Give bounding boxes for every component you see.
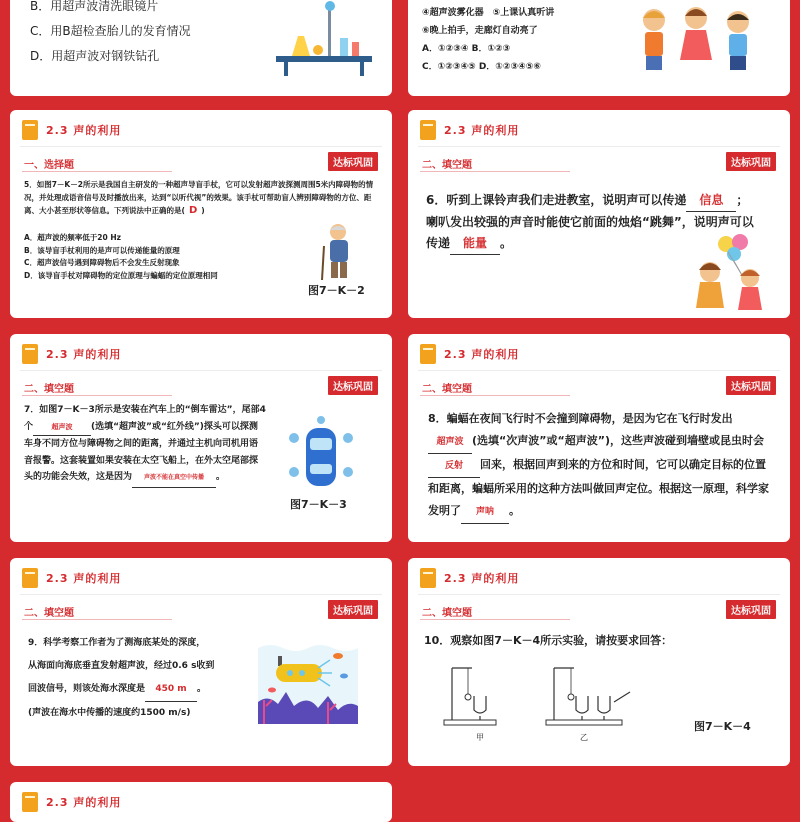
slide-title: 2.3 声的利用 bbox=[444, 572, 520, 585]
q5-option-c: C．超声波信号遇到障碍物后不会发生反射现象 bbox=[24, 258, 180, 267]
label-yi: 乙 bbox=[580, 733, 588, 742]
section-underline bbox=[420, 619, 570, 620]
q9-text: 9．科学考察工作者为了测海底某处的深度， 从海面向海底垂直发射超声波，经过0.6 s收到 回波信号，则该处海水深度是 450 m 。 (声波在海水中传播的速度约1500 m/s) bbox=[28, 638, 215, 718]
slide-title: 2.3 声的利用 bbox=[46, 124, 122, 137]
book-icon bbox=[22, 792, 38, 812]
slide-title: 2.3 声的利用 bbox=[46, 348, 122, 361]
book-icon bbox=[22, 120, 38, 140]
section-title: 二、填空题 bbox=[24, 384, 74, 395]
figure-caption: 图7－K－4 bbox=[694, 720, 751, 733]
status-badge: 达标巩固 bbox=[726, 376, 776, 395]
tr-line2: ⑥晚上拍手，走廊灯自动亮了 bbox=[422, 26, 538, 36]
slide-bottom-left bbox=[10, 782, 392, 822]
slide-title: 2.3 声的利用 bbox=[444, 348, 520, 361]
section-title: 一、选择题 bbox=[24, 160, 74, 171]
submarine-ocean-icon bbox=[258, 630, 358, 724]
section-underline bbox=[22, 395, 172, 396]
figure-caption: 图7－K－3 bbox=[290, 498, 347, 511]
lab-equipment-icon bbox=[268, 0, 378, 78]
book-icon bbox=[420, 344, 436, 364]
section-underline bbox=[22, 619, 172, 620]
tuning-fork-icon bbox=[438, 662, 638, 732]
q7-answer-1: 超声波 bbox=[51, 422, 73, 431]
book-icon bbox=[420, 568, 436, 588]
book-icon bbox=[420, 120, 436, 140]
section-underline bbox=[22, 171, 172, 172]
slide-q5 bbox=[10, 110, 392, 318]
car-radar-icon bbox=[286, 416, 356, 496]
figure-caption: 图7－K－2 bbox=[308, 284, 365, 297]
slide-title: 2.3 声的利用 bbox=[46, 796, 122, 809]
slide-q9 bbox=[10, 558, 392, 766]
divider bbox=[20, 370, 382, 371]
divider bbox=[418, 594, 780, 595]
label-jia: 甲 bbox=[476, 733, 484, 742]
q7-answer-2: 声波不能在真空中传播 bbox=[144, 474, 205, 481]
slide-top-left bbox=[10, 0, 392, 96]
slide-top-right bbox=[408, 0, 790, 96]
q8-answer-2: 反射 bbox=[444, 461, 463, 471]
section-underline bbox=[420, 395, 570, 396]
slide-q7 bbox=[10, 334, 392, 542]
q8-answer-1: 超声波 bbox=[436, 437, 464, 447]
q6-answer-1: 信息 bbox=[699, 193, 724, 207]
status-badge: 达标巩固 bbox=[328, 152, 378, 171]
section-title: 二、填空题 bbox=[422, 384, 472, 395]
q5-option-b: B．该导盲手杖利用的是声可以传递能量的原理 bbox=[24, 245, 180, 255]
q5-option-d: D．该导盲手杖对障碍物的定位原理与蝙蝠的定位原理相同 bbox=[24, 270, 218, 280]
tr-line1: ④超声波雾化器 ⑤上课认真听讲 bbox=[422, 8, 555, 18]
option-c: C．用B超检查胎儿的发育情况 bbox=[30, 24, 191, 38]
divider bbox=[20, 594, 382, 595]
section-title: 二、填空题 bbox=[24, 608, 74, 619]
slide-q10 bbox=[408, 558, 790, 766]
section-title: 二、填空题 bbox=[422, 608, 472, 619]
status-badge: 达标巩固 bbox=[726, 600, 776, 619]
tr-line4: C．①②③④⑤ D．①②③④⑤⑥ bbox=[422, 62, 542, 72]
tr-line3: A．①②③④ B．①②③ bbox=[422, 44, 511, 54]
divider bbox=[20, 146, 382, 147]
slide-bottom-right bbox=[408, 782, 790, 822]
slide-title: 2.3 声的利用 bbox=[46, 572, 122, 585]
q7-text: 7．如图7－K－3所示是安装在汽车上的“倒车雷达”，尾部4个 超声波 (选填“超声波”或“红外线”)探头可以探测车身不同方位与障碍物之间的距离，并通过主机向司机用语音报警。这套装置如果安装在太空飞船上，在外太空尾部探头的功能会失效，这是因为 声波不能在真空中传播 。 bbox=[24, 402, 266, 488]
q8-text: 8．蝙蝠在夜间飞行时不会撞到障碍物，是因为它在飞行时发出超声波 (选填“次声波”或“超声波”)，这些声波碰到墙壁或昆虫时会反射 回来，根据回声到来的方位和时间，它可以确定目标的位置和距离，蝙蝠所采用的这种方法叫做回声定位。根据这一原理，科学家发明了 声呐 。 bbox=[428, 408, 774, 524]
divider bbox=[418, 370, 780, 371]
q6-text: 6．听到上课铃声我们走进教室，说明声可以传递 信息 ；喇叭发出较强的声音时能使它前面的烛焰“跳舞”，说明声可以传递 能量 。 bbox=[426, 190, 756, 255]
status-badge: 达标巩固 bbox=[726, 152, 776, 171]
old-man-cane-icon bbox=[316, 222, 366, 282]
q5-answer: D bbox=[188, 205, 198, 216]
q6-answer-2: 能量 bbox=[463, 236, 488, 250]
option-d: D．用超声波对钢铁钻孔 bbox=[30, 49, 160, 63]
q9-answer: 450 m bbox=[155, 684, 187, 694]
girls-balloons-icon bbox=[688, 234, 778, 314]
option-b: B．用超声波清洗眼镜片 bbox=[30, 0, 159, 13]
divider bbox=[418, 146, 780, 147]
q8-answer-3: 声呐 bbox=[475, 507, 494, 517]
q10-stem: 10．观察如图7－K－4所示实验，请按要求回答： bbox=[424, 634, 673, 647]
section-underline bbox=[420, 171, 570, 172]
q5-stem: 5．如图7－K－2所示是我国自主研发的一种超声导盲手杖，它可以发射超声波探测周围5米内障碍物的情况，并处理成语音信号及时播放出来，达到“以听代视”的效果。该手杖可帮助盲人辨别障碍物的方位、距离、大小甚至形状等信息。下列说法中正确的是( D ) bbox=[24, 180, 374, 216]
q5-option-a: A．超声波的频率低于20 Hz bbox=[24, 233, 121, 242]
q5-options bbox=[24, 232, 314, 282]
status-badge: 达标巩固 bbox=[328, 600, 378, 619]
section-title: 二、填空题 bbox=[422, 160, 472, 171]
book-icon bbox=[22, 568, 38, 588]
status-badge: 达标巩固 bbox=[328, 376, 378, 395]
slide-q6 bbox=[408, 110, 790, 318]
book-icon bbox=[22, 344, 38, 364]
kids-icon bbox=[634, 4, 764, 84]
slide-q8 bbox=[408, 334, 790, 542]
slide-title: 2.3 声的利用 bbox=[444, 124, 520, 137]
